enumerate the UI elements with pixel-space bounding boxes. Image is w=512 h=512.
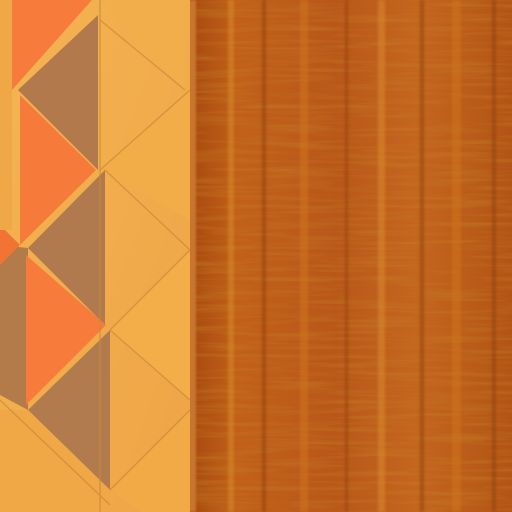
wood-veneer-panel: [190, 0, 512, 512]
wood-grain-texture: [190, 0, 512, 512]
triangle-inlay-strip: [0, 0, 190, 512]
strip-left-border: [0, 0, 12, 230]
brown-triangle: [0, 245, 28, 410]
